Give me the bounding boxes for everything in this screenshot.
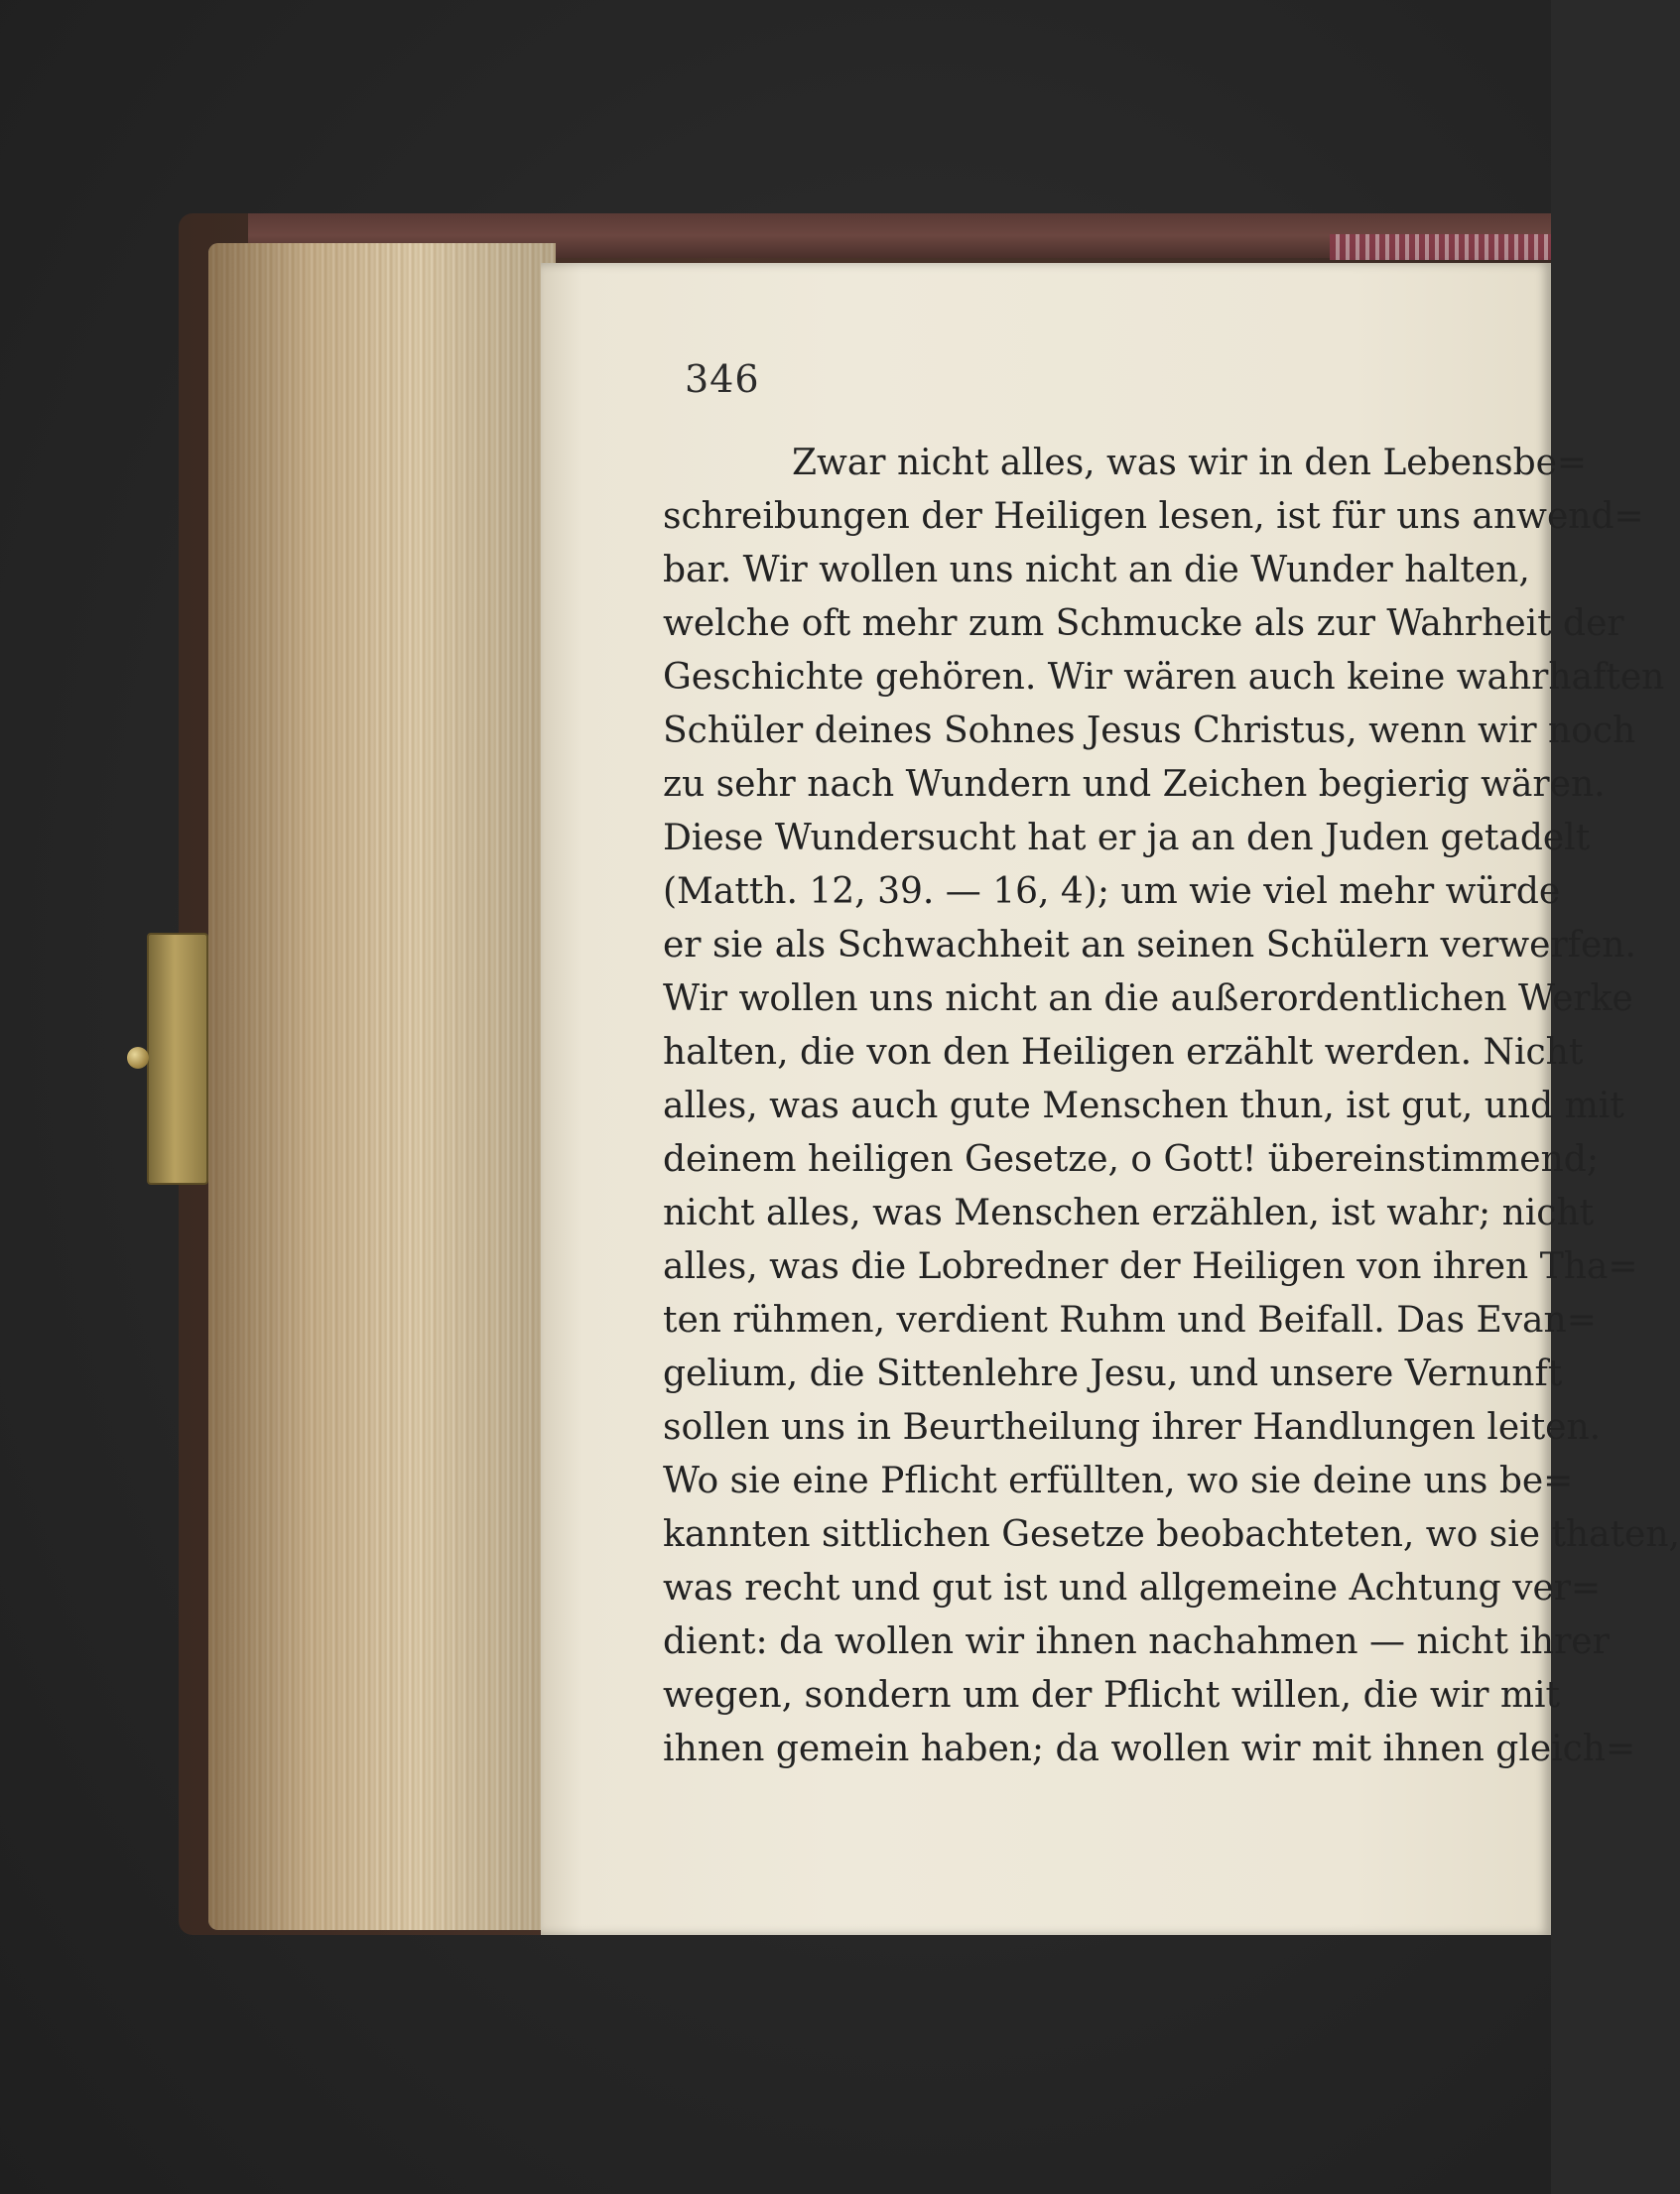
text-line: welche oft mehr zum Schmucke als zur Wahrheit der (663, 603, 1624, 644)
text-line: alles, was auch gute Menschen thun, ist gut, und mit (663, 1086, 1624, 1126)
text-line: Schüler deines Sohnes Jesus Christus, wenn wir noch (663, 710, 1636, 751)
text-line: was recht und gut ist und allgemeine Achtung ver= (663, 1568, 1602, 1609)
clasp-pin (127, 1047, 149, 1069)
text-line: dient: da wollen wir ihnen nachahmen — nicht ihrer (663, 1621, 1610, 1662)
page-block-shading (208, 243, 556, 1930)
text-line: gelium, die Sittenlehre Jesu, und unsere Vernunft (663, 1354, 1563, 1394)
text-line: Wir wollen uns nicht an die außerordentlichen Werke (663, 978, 1633, 1019)
text-line: nicht alles, was Menschen erzählen, ist wahr; nicht (663, 1193, 1595, 1233)
text-line: zu sehr nach Wundern und Zeichen begierig wären. (663, 764, 1606, 805)
text-line: Zwar nicht alles, was wir in den Lebensbe= (792, 443, 1588, 483)
text-line: alles, was die Lobredner der Heiligen von ihren Tha= (663, 1246, 1638, 1287)
text-line: schreibungen der Heiligen lesen, ist für uns anwend= (663, 496, 1644, 537)
text-line: er sie als Schwachheit an seinen Schülern verwerfen. (663, 925, 1636, 966)
text-line: Geschichte gehören. Wir wären auch keine wahrhaften (663, 657, 1665, 698)
page-text (663, 437, 1680, 1776)
book-clasp (147, 933, 208, 1185)
text-line: sollen uns in Beurtheilung ihrer Handlungen leiten. (663, 1407, 1602, 1448)
text-line: bar. Wir wollen uns nicht an die Wunder halten, (663, 550, 1530, 590)
text-line: Diese Wundersucht hat er ja an den Juden getadelt (663, 818, 1591, 858)
text-line: deinem heiligen Gesetze, o Gott! übereinstimmend; (663, 1139, 1599, 1180)
text-line: halten, die von den Heiligen erzählt werden. Nicht (663, 1032, 1584, 1073)
gilt-edge-decoration (1330, 234, 1551, 260)
text-line: ihnen gemein haben; da wollen wir mit ihnen gleich= (663, 1729, 1636, 1769)
text-line: Wo sie eine Pflicht erfüllten, wo sie deine uns be= (663, 1461, 1574, 1501)
text-line: kannten sittlichen Gesetze beobachteten, wo sie thaten, (663, 1514, 1680, 1555)
text-line: wegen, sondern um der Pflicht willen, die wir mit (663, 1675, 1560, 1716)
page-number: 346 (685, 357, 760, 401)
text-line: ten rühmen, verdient Ruhm und Beifall. Das Evan= (663, 1300, 1597, 1341)
text-line: (Matth. 12, 39. — 16, 4); um wie viel mehr würde (663, 871, 1561, 912)
